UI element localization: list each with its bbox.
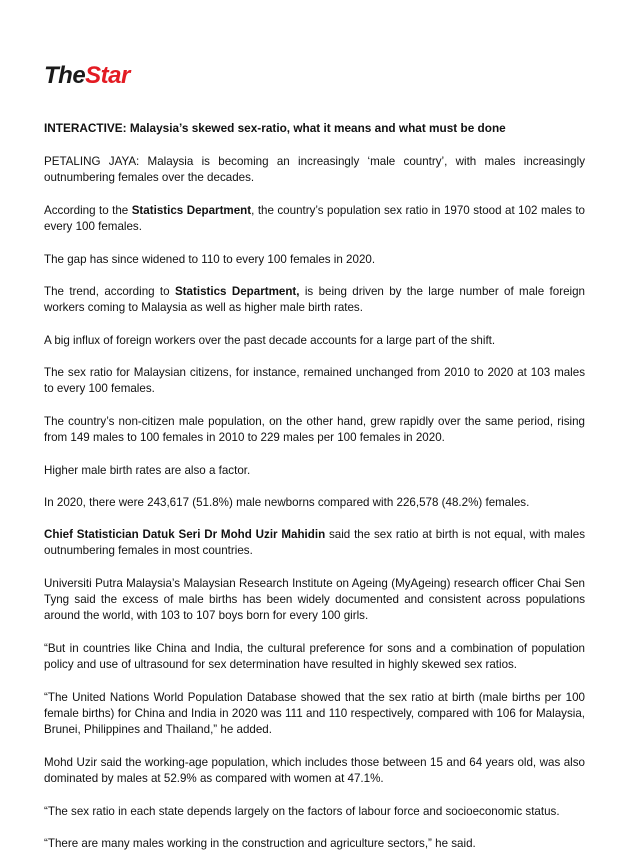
paragraph-16: “There are many males working in the construction and agriculture sectors,” he said. — [44, 837, 476, 850]
paragraph-2-lead: According to the — [44, 204, 132, 217]
paragraph-7: The country’s non-citizen male population, on the other hand, grew rapidly over the same period, rising from 149 males to 100 females in 2010 to 229 males per 100 females in 2020. — [44, 415, 585, 444]
paragraph-4-bold: Statistics Department, — [174, 285, 300, 298]
paragraph-13: “The United Nations World Population Database showed that the sex ratio at birth (male births per 100 female births) for China and India in 2020 was 111 and 110 respectively, compared with 106 for Malaysia, Brunei, Philippines and Thailand,” he added. — [44, 691, 585, 736]
logo-the-text: The — [44, 62, 86, 89]
paragraph-6: The sex ratio for Malaysian citizens, for instance, remained unchanged from 2010 to 2020 at 103 males to every 100 females. — [44, 366, 585, 395]
paragraph-9: In 2020, there were 243,617 (51.8%) male newborns compared with 226,578 (48.2%) females. — [44, 496, 530, 509]
paragraph-2-bold: Statistics Department — [131, 204, 252, 217]
logo-star-text: Star — [85, 62, 130, 89]
paragraph-2-rest: , the country’s population sex ratio in 1970 stood at 102 males to every 100 females. — [44, 204, 585, 233]
article-headline: INTERACTIVE: Malaysia’s skewed sex-ratio, what it means and what must be done — [44, 121, 506, 135]
thestar-logo — [44, 64, 130, 88]
paragraph-2 — [44, 203, 585, 235]
article-body — [44, 120, 585, 868]
paragraph-8: Higher male birth rates are also a factor. — [44, 464, 251, 477]
paragraph-14: Mohd Uzir said the working-age population, which includes those between 15 and 64 years old, was also dominated by males at 52.9% as compared with women at 47.1%. — [44, 756, 585, 785]
paragraph-10 — [44, 527, 585, 559]
paragraph-15: “The sex ratio in each state depends largely on the factors of labour force and socioeconomic status. — [44, 805, 560, 818]
paragraph-4 — [44, 284, 585, 316]
paragraph-5: A big influx of foreign workers over the past decade accounts for a large part of the shift. — [44, 334, 496, 347]
paragraph-1: PETALING JAYA: Malaysia is becoming an increasingly ‘male country’, with males increasingly outnumbering females over the decades. — [44, 155, 585, 184]
paragraph-4-rest: is being driven by the large number of male foreign workers coming to Malaysia as well as higher male birth rates. — [44, 285, 585, 314]
paragraph-4-lead: The trend, according to — [44, 285, 175, 298]
paragraph-10-bold: Chief Statistician Datuk Seri Dr Mohd Uzir Mahidin — [44, 528, 326, 541]
paragraph-12: “But in countries like China and India, the cultural preference for sons and a combination of population policy and use of ultrasound for sex determination have resulted in highly skewed sex ratios. — [44, 642, 585, 671]
paragraph-10-rest: said the sex ratio at birth is not equal, with males outnumbering females in most countries. — [44, 528, 585, 557]
paragraph-11: Universiti Putra Malaysia’s Malaysian Research Institute on Ageing (MyAgeing) research officer Chai Sen Tyng said the excess of male births has been widely documented and consistent across populations around the world, with 103 to 107 boys born for every 100 girls. — [44, 577, 585, 622]
paragraph-3: The gap has since widened to 110 to every 100 females in 2020. — [44, 253, 376, 266]
